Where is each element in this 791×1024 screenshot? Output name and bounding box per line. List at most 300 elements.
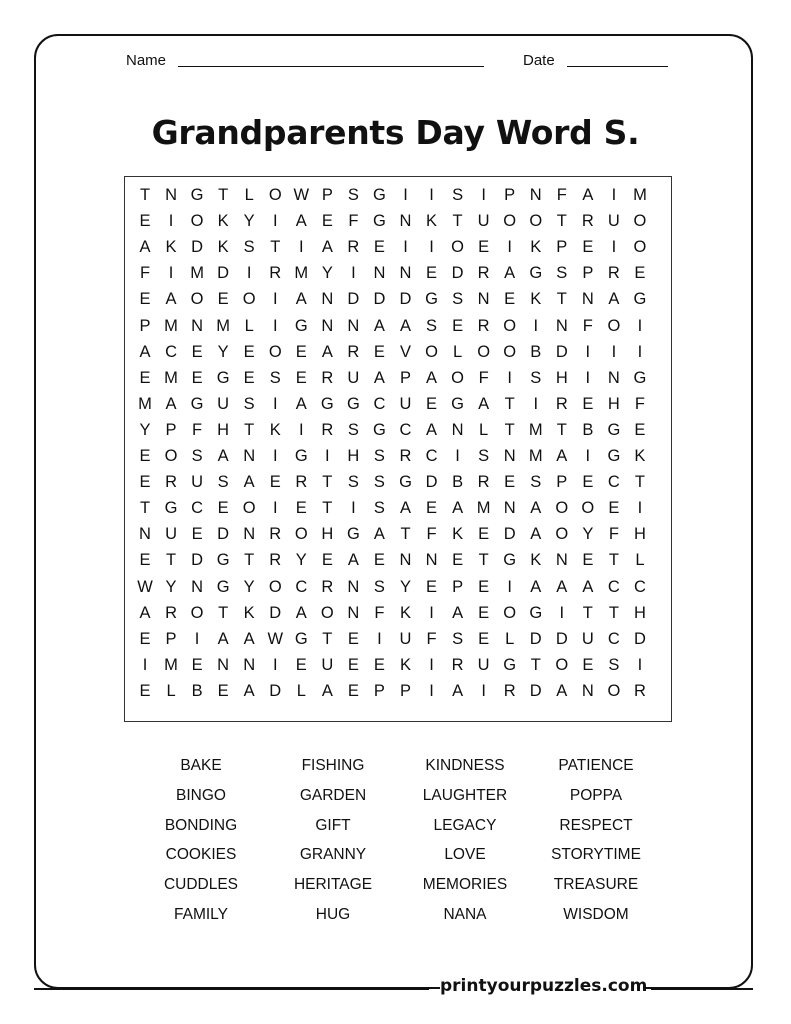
grid-letter[interactable]: N bbox=[399, 212, 412, 231]
grid-letter[interactable]: T bbox=[322, 629, 333, 648]
grid-letter[interactable]: H bbox=[321, 525, 334, 544]
grid-letter[interactable]: I bbox=[585, 447, 591, 465]
grid-letter[interactable]: R bbox=[607, 264, 620, 283]
grid-letter[interactable]: E bbox=[478, 629, 490, 648]
grid-letter[interactable]: E bbox=[191, 368, 203, 387]
grid-letter[interactable]: N bbox=[321, 290, 334, 309]
grid-letter[interactable]: T bbox=[582, 603, 593, 622]
grid-letter[interactable]: I bbox=[429, 603, 434, 622]
grid-letter[interactable]: P bbox=[582, 264, 594, 283]
grid-letter[interactable]: G bbox=[346, 525, 360, 544]
grid-letter[interactable]: O bbox=[164, 447, 178, 465]
grid-letter[interactable]: D bbox=[503, 525, 516, 544]
grid-letter[interactable]: N bbox=[503, 447, 516, 465]
grid-letter[interactable]: N bbox=[165, 186, 177, 204]
grid-letter[interactable]: A bbox=[165, 394, 177, 413]
grid-letter[interactable]: A bbox=[399, 499, 411, 518]
grid-letter[interactable]: L bbox=[505, 629, 515, 648]
grid-letter[interactable]: A bbox=[556, 447, 568, 465]
grid-letter[interactable]: S bbox=[243, 238, 255, 257]
grid-letter[interactable]: N bbox=[607, 368, 620, 387]
grid-letter[interactable]: U bbox=[217, 394, 230, 413]
grid-letter[interactable]: K bbox=[634, 447, 646, 465]
grid-letter[interactable]: E bbox=[321, 551, 333, 570]
grid-letter[interactable]: F bbox=[608, 525, 619, 544]
grid-letter[interactable]: A bbox=[165, 290, 177, 309]
grid-letter[interactable]: T bbox=[322, 499, 333, 518]
grid-letter[interactable]: K bbox=[426, 212, 438, 231]
grid-letter[interactable]: A bbox=[321, 681, 333, 700]
grid-letter[interactable]: N bbox=[191, 316, 204, 335]
grid-letter[interactable]: G bbox=[503, 655, 517, 674]
grid-letter[interactable]: C bbox=[191, 499, 204, 518]
grid-letter[interactable]: O bbox=[268, 186, 282, 204]
grid-letter[interactable]: N bbox=[555, 316, 568, 335]
grid-letter[interactable]: E bbox=[295, 499, 307, 518]
grid-letter[interactable]: N bbox=[217, 655, 230, 674]
grid-letter[interactable]: E bbox=[217, 681, 229, 700]
grid-letter[interactable]: S bbox=[373, 447, 385, 465]
grid-letter[interactable]: E bbox=[426, 264, 438, 283]
grid-letter[interactable]: U bbox=[399, 629, 412, 648]
grid-letter[interactable]: I bbox=[429, 655, 434, 674]
grid-letter[interactable]: I bbox=[351, 499, 356, 518]
grid-letter[interactable]: N bbox=[347, 577, 360, 596]
grid-letter[interactable]: B bbox=[530, 342, 542, 361]
grid-letter[interactable]: G bbox=[607, 420, 621, 439]
grid-letter[interactable]: Y bbox=[243, 577, 255, 596]
grid-letter[interactable]: A bbox=[556, 681, 568, 700]
grid-letter[interactable]: O bbox=[607, 316, 621, 335]
grid-letter[interactable]: A bbox=[295, 394, 307, 413]
grid-letter[interactable]: T bbox=[478, 551, 489, 570]
grid-letter[interactable]: F bbox=[348, 212, 359, 231]
grid-letter[interactable]: G bbox=[373, 212, 386, 231]
grid-letter[interactable]: O bbox=[503, 342, 517, 361]
grid-letter[interactable]: R bbox=[165, 473, 177, 492]
grid-letter[interactable]: D bbox=[347, 290, 360, 309]
grid-letter[interactable]: A bbox=[243, 473, 255, 492]
grid-letter[interactable]: S bbox=[243, 394, 255, 413]
grid-letter[interactable]: R bbox=[633, 681, 646, 700]
grid-letter[interactable]: M bbox=[164, 368, 178, 387]
grid-letter[interactable]: P bbox=[165, 629, 177, 648]
grid-letter[interactable]: T bbox=[244, 420, 255, 439]
grid-letter[interactable]: D bbox=[555, 342, 568, 361]
grid-letter[interactable]: E bbox=[582, 238, 594, 257]
grid-letter[interactable]: T bbox=[608, 603, 619, 622]
grid-letter[interactable]: L bbox=[453, 342, 463, 361]
grid-letter[interactable]: O bbox=[503, 212, 517, 231]
grid-letter[interactable]: C bbox=[607, 473, 620, 492]
grid-letter[interactable]: I bbox=[533, 316, 539, 335]
grid-letter[interactable]: Y bbox=[243, 212, 255, 231]
grid-letter[interactable]: D bbox=[217, 525, 230, 544]
grid-letter[interactable]: N bbox=[529, 186, 542, 204]
grid-letter[interactable]: I bbox=[507, 577, 512, 596]
grid-letter[interactable]: N bbox=[399, 551, 412, 570]
grid-letter[interactable]: M bbox=[164, 655, 178, 674]
grid-letter[interactable]: D bbox=[373, 290, 386, 309]
grid-letter[interactable]: T bbox=[166, 551, 177, 570]
grid-letter[interactable]: I bbox=[637, 655, 643, 674]
grid-letter[interactable]: A bbox=[426, 420, 438, 439]
grid-letter[interactable]: O bbox=[294, 525, 308, 544]
grid-letter[interactable]: G bbox=[216, 368, 230, 387]
grid-letter[interactable]: A bbox=[373, 525, 385, 544]
grid-letter[interactable]: N bbox=[243, 525, 256, 544]
grid-letter[interactable]: A bbox=[139, 603, 151, 622]
grid-letter[interactable]: R bbox=[321, 577, 334, 596]
grid-letter[interactable]: D bbox=[425, 473, 438, 492]
grid-letter[interactable]: A bbox=[217, 447, 229, 465]
grid-letter[interactable]: E bbox=[478, 238, 490, 257]
grid-letter[interactable]: I bbox=[611, 186, 617, 204]
grid-letter[interactable]: A bbox=[452, 681, 464, 700]
grid-letter[interactable]: G bbox=[503, 551, 517, 570]
grid-letter[interactable]: O bbox=[190, 290, 204, 309]
grid-letter[interactable]: E bbox=[191, 525, 203, 544]
grid-letter[interactable]: P bbox=[452, 577, 464, 596]
grid-letter[interactable]: D bbox=[555, 629, 568, 648]
grid-letter[interactable]: M bbox=[476, 499, 491, 518]
grid-letter[interactable]: K bbox=[530, 290, 542, 309]
grid-letter[interactable]: G bbox=[633, 290, 647, 309]
grid-letter[interactable]: B bbox=[582, 420, 594, 439]
grid-letter[interactable]: E bbox=[582, 655, 594, 674]
grid-letter[interactable]: H bbox=[633, 525, 646, 544]
grid-letter[interactable]: A bbox=[321, 342, 333, 361]
grid-letter[interactable]: E bbox=[139, 447, 151, 465]
grid-letter[interactable]: I bbox=[299, 238, 304, 257]
grid-letter[interactable]: A bbox=[243, 681, 255, 700]
grid-letter[interactable]: D bbox=[633, 629, 646, 648]
grid-letter[interactable]: I bbox=[481, 681, 486, 700]
grid-letter[interactable]: G bbox=[451, 394, 465, 413]
grid-letter[interactable]: I bbox=[272, 394, 278, 413]
grid-letter[interactable]: K bbox=[165, 238, 177, 257]
grid-letter[interactable]: M bbox=[294, 264, 309, 283]
grid-letter[interactable]: O bbox=[529, 212, 543, 231]
grid-letter[interactable]: N bbox=[503, 499, 516, 518]
grid-letter[interactable]: E bbox=[217, 290, 229, 309]
grid-letter[interactable]: R bbox=[321, 420, 334, 439]
grid-letter[interactable]: P bbox=[399, 368, 411, 387]
grid-letter[interactable]: S bbox=[426, 316, 438, 335]
grid-letter[interactable]: I bbox=[377, 629, 382, 648]
grid-letter[interactable]: N bbox=[581, 681, 594, 700]
grid-letter[interactable]: A bbox=[478, 394, 490, 413]
grid-letter[interactable]: I bbox=[168, 212, 174, 231]
grid-letter[interactable]: A bbox=[426, 368, 438, 387]
grid-letter[interactable]: O bbox=[268, 577, 282, 596]
grid-letter[interactable]: I bbox=[585, 368, 591, 387]
grid-letter[interactable]: O bbox=[451, 238, 465, 257]
grid-letter[interactable]: F bbox=[478, 368, 489, 387]
grid-letter[interactable]: T bbox=[270, 238, 281, 257]
grid-letter[interactable]: E bbox=[139, 368, 151, 387]
grid-letter[interactable]: E bbox=[139, 212, 151, 231]
grid-letter[interactable]: A bbox=[373, 316, 385, 335]
grid-letter[interactable]: A bbox=[530, 577, 542, 596]
grid-letter[interactable]: A bbox=[452, 603, 464, 622]
grid-letter[interactable]: R bbox=[321, 368, 334, 387]
grid-letter[interactable]: E bbox=[452, 316, 464, 335]
grid-letter[interactable]: K bbox=[217, 212, 229, 231]
grid-letter[interactable]: P bbox=[556, 238, 568, 257]
grid-letter[interactable]: M bbox=[528, 447, 543, 465]
grid-letter[interactable]: E bbox=[321, 212, 333, 231]
grid-letter[interactable]: I bbox=[272, 316, 278, 335]
grid-letter[interactable]: H bbox=[633, 603, 646, 622]
grid-letter[interactable]: G bbox=[190, 186, 204, 204]
grid-letter[interactable]: E bbox=[243, 342, 255, 361]
grid-letter[interactable]: P bbox=[321, 186, 333, 204]
grid-letter[interactable]: N bbox=[451, 420, 464, 439]
grid-letter[interactable]: E bbox=[347, 681, 359, 700]
grid-letter[interactable]: S bbox=[347, 420, 359, 439]
grid-letter[interactable]: S bbox=[478, 447, 490, 465]
grid-letter[interactable]: N bbox=[243, 447, 256, 465]
grid-letter[interactable]: G bbox=[425, 290, 438, 309]
grid-letter[interactable]: F bbox=[374, 603, 385, 622]
grid-letter[interactable]: O bbox=[477, 342, 491, 361]
grid-letter[interactable]: F bbox=[556, 186, 567, 204]
grid-letter[interactable]: E bbox=[634, 420, 646, 439]
grid-letter[interactable]: R bbox=[269, 525, 282, 544]
grid-letter[interactable]: N bbox=[373, 264, 386, 283]
grid-letter[interactable]: H bbox=[555, 368, 568, 387]
grid-letter[interactable]: K bbox=[269, 420, 281, 439]
grid-letter[interactable]: A bbox=[295, 212, 307, 231]
grid-letter[interactable]: A bbox=[582, 577, 594, 596]
grid-letter[interactable]: I bbox=[481, 186, 486, 204]
grid-letter[interactable]: Y bbox=[399, 577, 411, 596]
grid-letter[interactable]: O bbox=[503, 603, 517, 622]
grid-letter[interactable]: T bbox=[556, 212, 567, 231]
grid-letter[interactable]: N bbox=[139, 525, 151, 544]
grid-letter[interactable]: M bbox=[138, 394, 152, 413]
grid-letter[interactable]: S bbox=[530, 473, 542, 492]
grid-letter[interactable]: U bbox=[477, 212, 490, 231]
grid-letter[interactable]: T bbox=[322, 473, 333, 492]
grid-letter[interactable]: E bbox=[426, 499, 438, 518]
grid-letter[interactable]: C bbox=[607, 629, 620, 648]
grid-letter[interactable]: A bbox=[139, 238, 151, 257]
grid-letter[interactable]: H bbox=[347, 447, 360, 465]
grid-letter[interactable]: R bbox=[503, 681, 516, 700]
grid-letter[interactable]: H bbox=[607, 394, 620, 413]
grid-letter[interactable]: S bbox=[217, 473, 229, 492]
grid-letter[interactable]: S bbox=[373, 499, 385, 518]
grid-letter[interactable]: T bbox=[139, 499, 151, 518]
grid-letter[interactable]: E bbox=[634, 264, 646, 283]
grid-letter[interactable]: P bbox=[556, 473, 568, 492]
date-field-line[interactable] bbox=[567, 66, 668, 67]
grid-letter[interactable]: P bbox=[504, 186, 516, 204]
grid-letter[interactable]: Y bbox=[165, 577, 177, 596]
name-field-line[interactable] bbox=[178, 66, 484, 67]
grid-letter[interactable]: E bbox=[347, 655, 359, 674]
grid-letter[interactable]: E bbox=[426, 394, 438, 413]
grid-letter[interactable]: D bbox=[269, 603, 282, 622]
grid-letter[interactable]: E bbox=[347, 629, 359, 648]
grid-letter[interactable]: O bbox=[633, 238, 647, 257]
grid-letter[interactable]: E bbox=[504, 473, 516, 492]
grid-letter[interactable]: C bbox=[295, 577, 308, 596]
grid-letter[interactable]: E bbox=[478, 603, 490, 622]
grid-letter[interactable]: F bbox=[426, 525, 437, 544]
grid-letter[interactable]: L bbox=[166, 681, 176, 700]
grid-letter[interactable]: G bbox=[320, 394, 334, 413]
grid-letter[interactable]: O bbox=[555, 655, 569, 674]
grid-letter[interactable]: E bbox=[269, 473, 281, 492]
grid-letter[interactable]: I bbox=[403, 186, 408, 204]
grid-letter[interactable]: A bbox=[530, 499, 542, 518]
grid-letter[interactable]: R bbox=[477, 264, 490, 283]
grid-letter[interactable]: R bbox=[451, 655, 464, 674]
grid-letter[interactable]: R bbox=[555, 394, 568, 413]
grid-letter[interactable]: I bbox=[507, 368, 512, 387]
grid-letter[interactable]: S bbox=[347, 473, 359, 492]
grid-letter[interactable]: U bbox=[321, 655, 334, 674]
grid-letter[interactable]: Y bbox=[321, 264, 333, 283]
grid-letter[interactable]: A bbox=[399, 316, 411, 335]
grid-letter[interactable]: O bbox=[190, 603, 204, 622]
grid-letter[interactable]: E bbox=[582, 551, 594, 570]
grid-letter[interactable]: O bbox=[451, 368, 465, 387]
grid-letter[interactable]: C bbox=[373, 394, 386, 413]
grid-letter[interactable]: E bbox=[295, 368, 307, 387]
grid-letter[interactable]: I bbox=[351, 264, 356, 283]
grid-letter[interactable]: U bbox=[607, 212, 620, 231]
grid-letter[interactable]: E bbox=[243, 368, 255, 387]
grid-letter[interactable]: D bbox=[217, 264, 230, 283]
grid-letter[interactable]: G bbox=[216, 551, 230, 570]
grid-letter[interactable]: I bbox=[637, 499, 643, 518]
grid-letter[interactable]: N bbox=[347, 603, 360, 622]
grid-letter[interactable]: S bbox=[452, 186, 464, 204]
grid-letter[interactable]: G bbox=[529, 264, 543, 283]
grid-letter[interactable]: C bbox=[607, 577, 620, 596]
grid-letter[interactable]: K bbox=[399, 603, 411, 622]
grid-letter[interactable]: L bbox=[244, 316, 254, 335]
grid-letter[interactable]: K bbox=[217, 238, 229, 257]
grid-letter[interactable]: R bbox=[399, 447, 412, 465]
grid-letter[interactable]: K bbox=[530, 551, 542, 570]
grid-letter[interactable]: N bbox=[581, 290, 594, 309]
grid-letter[interactable]: O bbox=[320, 603, 334, 622]
grid-letter[interactable]: R bbox=[477, 473, 490, 492]
grid-letter[interactable]: E bbox=[504, 290, 516, 309]
grid-letter[interactable]: I bbox=[533, 394, 539, 413]
grid-letter[interactable]: K bbox=[530, 238, 542, 257]
grid-letter[interactable]: I bbox=[325, 447, 330, 465]
grid-letter[interactable]: A bbox=[530, 525, 542, 544]
grid-letter[interactable]: L bbox=[635, 551, 645, 570]
grid-letter[interactable]: R bbox=[477, 316, 490, 335]
grid-letter[interactable]: A bbox=[321, 238, 333, 257]
grid-letter[interactable]: H bbox=[217, 420, 230, 439]
grid-letter[interactable]: Y bbox=[139, 420, 151, 439]
grid-letter[interactable]: S bbox=[269, 368, 281, 387]
grid-letter[interactable]: R bbox=[269, 551, 282, 570]
grid-letter[interactable]: I bbox=[455, 447, 460, 465]
grid-letter[interactable]: C bbox=[165, 342, 177, 361]
grid-letter[interactable]: B bbox=[191, 681, 203, 700]
grid-letter[interactable]: A bbox=[556, 577, 568, 596]
grid-letter[interactable]: O bbox=[633, 212, 647, 231]
grid-letter[interactable]: D bbox=[191, 238, 204, 257]
grid-letter[interactable]: S bbox=[608, 655, 620, 674]
grid-letter[interactable]: F bbox=[582, 316, 593, 335]
grid-letter[interactable]: P bbox=[165, 420, 177, 439]
grid-letter[interactable]: N bbox=[191, 577, 204, 596]
grid-letter[interactable]: L bbox=[244, 186, 254, 204]
grid-letter[interactable]: G bbox=[399, 473, 412, 492]
grid-letter[interactable]: S bbox=[452, 290, 464, 309]
grid-letter[interactable]: D bbox=[529, 681, 542, 700]
grid-letter[interactable]: S bbox=[556, 264, 568, 283]
grid-letter[interactable]: E bbox=[139, 290, 151, 309]
grid-letter[interactable]: U bbox=[581, 629, 594, 648]
grid-letter[interactable]: D bbox=[191, 551, 204, 570]
grid-letter[interactable]: T bbox=[244, 551, 255, 570]
grid-letter[interactable]: E bbox=[139, 551, 151, 570]
grid-letter[interactable]: E bbox=[582, 473, 594, 492]
grid-letter[interactable]: E bbox=[191, 655, 203, 674]
grid-letter[interactable]: N bbox=[477, 290, 490, 309]
grid-letter[interactable]: O bbox=[242, 499, 256, 518]
grid-letter[interactable]: T bbox=[556, 290, 567, 309]
grid-letter[interactable]: N bbox=[399, 264, 412, 283]
grid-letter[interactable]: V bbox=[399, 342, 411, 361]
grid-letter[interactable]: T bbox=[504, 420, 515, 439]
grid-letter[interactable]: D bbox=[451, 264, 464, 283]
grid-letter[interactable]: Y bbox=[295, 551, 307, 570]
grid-letter[interactable]: W bbox=[137, 577, 153, 596]
grid-letter[interactable]: O bbox=[607, 681, 621, 700]
grid-letter[interactable]: I bbox=[272, 499, 278, 518]
grid-letter[interactable]: P bbox=[373, 681, 385, 700]
grid-letter[interactable]: G bbox=[607, 447, 621, 465]
grid-letter[interactable]: G bbox=[346, 394, 360, 413]
grid-letter[interactable]: O bbox=[581, 499, 595, 518]
grid-letter[interactable]: E bbox=[478, 577, 490, 596]
grid-letter[interactable]: A bbox=[139, 342, 151, 361]
grid-letter[interactable]: T bbox=[556, 420, 567, 439]
grid-letter[interactable]: R bbox=[165, 603, 177, 622]
grid-letter[interactable]: A bbox=[504, 264, 516, 283]
grid-letter[interactable]: G bbox=[216, 577, 230, 596]
grid-letter[interactable]: I bbox=[611, 342, 617, 361]
grid-letter[interactable]: Y bbox=[217, 342, 229, 361]
grid-letter[interactable]: I bbox=[429, 238, 434, 257]
grid-letter[interactable]: D bbox=[269, 681, 282, 700]
grid-letter[interactable]: S bbox=[373, 473, 385, 492]
grid-letter[interactable]: A bbox=[582, 186, 594, 204]
grid-letter[interactable]: T bbox=[530, 655, 541, 674]
grid-letter[interactable]: T bbox=[504, 394, 515, 413]
grid-letter[interactable]: E bbox=[295, 342, 307, 361]
grid-letter[interactable]: R bbox=[347, 238, 360, 257]
grid-letter[interactable]: M bbox=[164, 316, 178, 335]
grid-letter[interactable]: M bbox=[190, 264, 204, 283]
grid-letter[interactable]: E bbox=[139, 681, 151, 700]
grid-letter[interactable]: E bbox=[295, 655, 307, 674]
grid-letter[interactable]: F bbox=[426, 629, 437, 648]
grid-letter[interactable]: I bbox=[637, 316, 643, 335]
